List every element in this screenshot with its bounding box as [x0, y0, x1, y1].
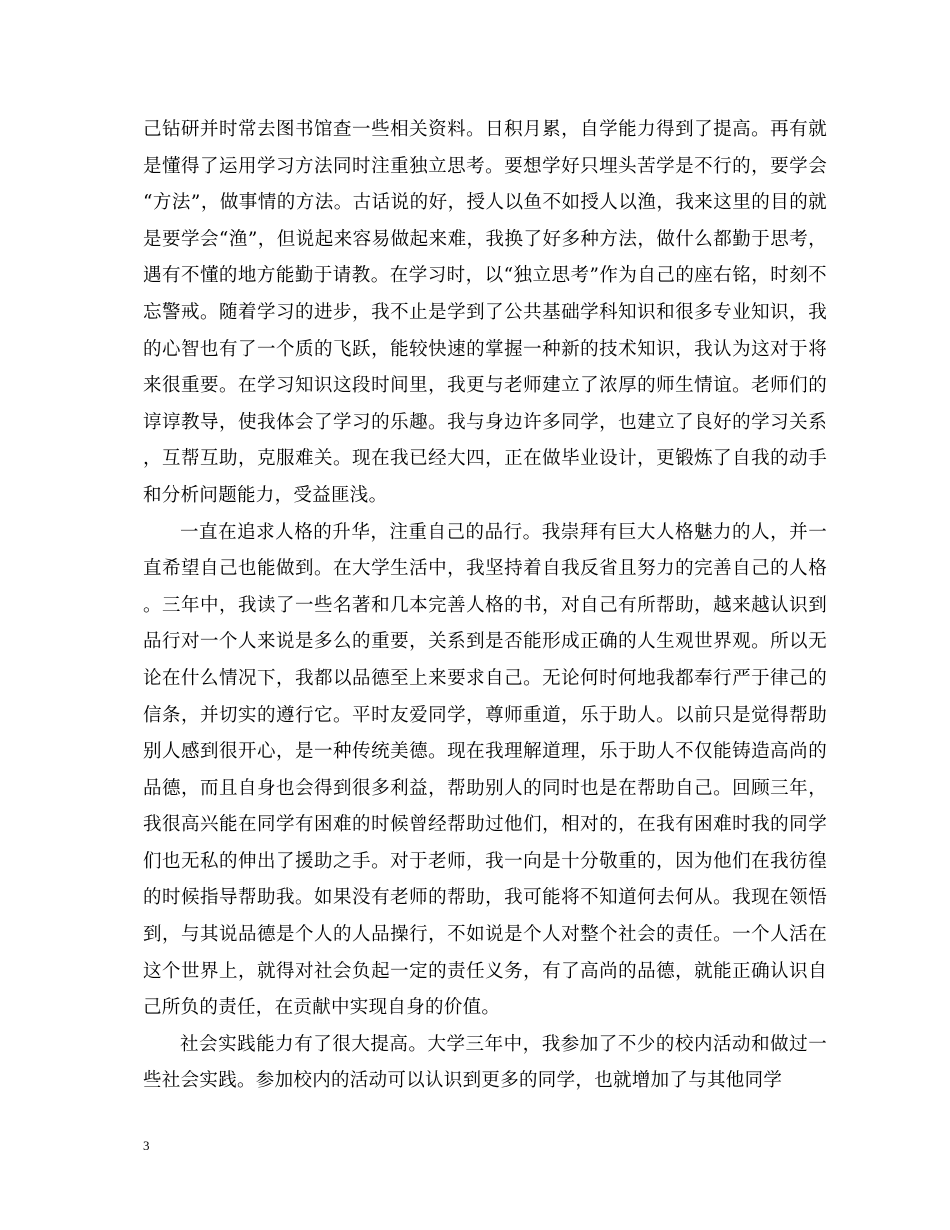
- page-number: 3: [143, 1138, 150, 1153]
- document-body: [143, 112, 827, 1100]
- paragraph-study-methods: 己钻研并时常去图书馆查一些相关资料。日积月累，自学能力得到了提高。再有就是懂得了运用学习方法同时注重独立思考。要想学好只埋头苦学是不行的，要学会“方法”，做事情的方法。古话说的好，授人以鱼不如授人以渔，我来这里的目的就是要学会“渔”，但说起来容易做起来难，我换了好多种方法，做什么都勤于思考，遇有不懂的地方能勤于请教。在学习时，以“独立思考”作为自己的座右铭，时刻不忘警戒。随着学习的进步，我不止是学到了公共基础学科知识和很多专业知识，我的心智也有了一个质的飞跃，能较快速的掌握一种新的技术知识，我认为这对于将来很重要。在学习知识这段时间里，我更与老师建立了浓厚的师生情谊。老师们的谆谆教导，使我体会了学习的乐趣。我与身边许多同学，也建立了良好的学习关系，互帮互助，克服难关。现在我已经大四，正在做毕业设计，更锻炼了自我的动手和分析问题能力，受益匪浅。: [143, 119, 827, 506]
- paragraph-social-practice: 社会实践能力有了很大提高。大学三年中，我参加了不少的校内活动和做过一些社会实践。参加校内的活动可以认识到更多的同学，也就增加了与其他同学: [143, 1033, 827, 1092]
- paragraph-character: 一直在追求人格的升华，注重自己的品行。我崇拜有巨大人格魅力的人，并一直希望自己也能做到。在大学生活中，我坚持着自我反省且努力的完善自己的人格。三年中，我读了一些名著和几本完善人格的书，对自己有所帮助，越来越认识到品行对一个人来说是多么的重要，关系到是否能形成正确的人生观世界观。所以无论在什么情况下，我都以品德至上来要求自己。无论何时何地我都奉行严于律己的信条，并切实的遵行它。平时友爱同学，尊师重道，乐于助人。以前只是觉得帮助别人感到很开心，是一种传统美德。现在我理解道理，乐于助人不仅能铸造高尚的品德，而且自身也会得到很多利益，帮助别人的同时也是在帮助自己。回顾三年，我很高兴能在同学有困难的时候曾经帮助过他们，相对的，在我有困难时我的同学们也无私的伸出了援助之手。对于老师，我一向是十分敬重的，因为他们在我彷徨的时候指导帮助我。如果没有老师的帮助，我可能将不知道何去何从。我现在领悟到，与其说品德是个人的人品操行，不如说是个人对整个社会的责任。一个人活在这个世界上，就得对社会负起一定的责任义务，有了高尚的品德，就能正确认识自己所负的责任，在贡献中实现自身的价值。: [143, 521, 827, 1019]
